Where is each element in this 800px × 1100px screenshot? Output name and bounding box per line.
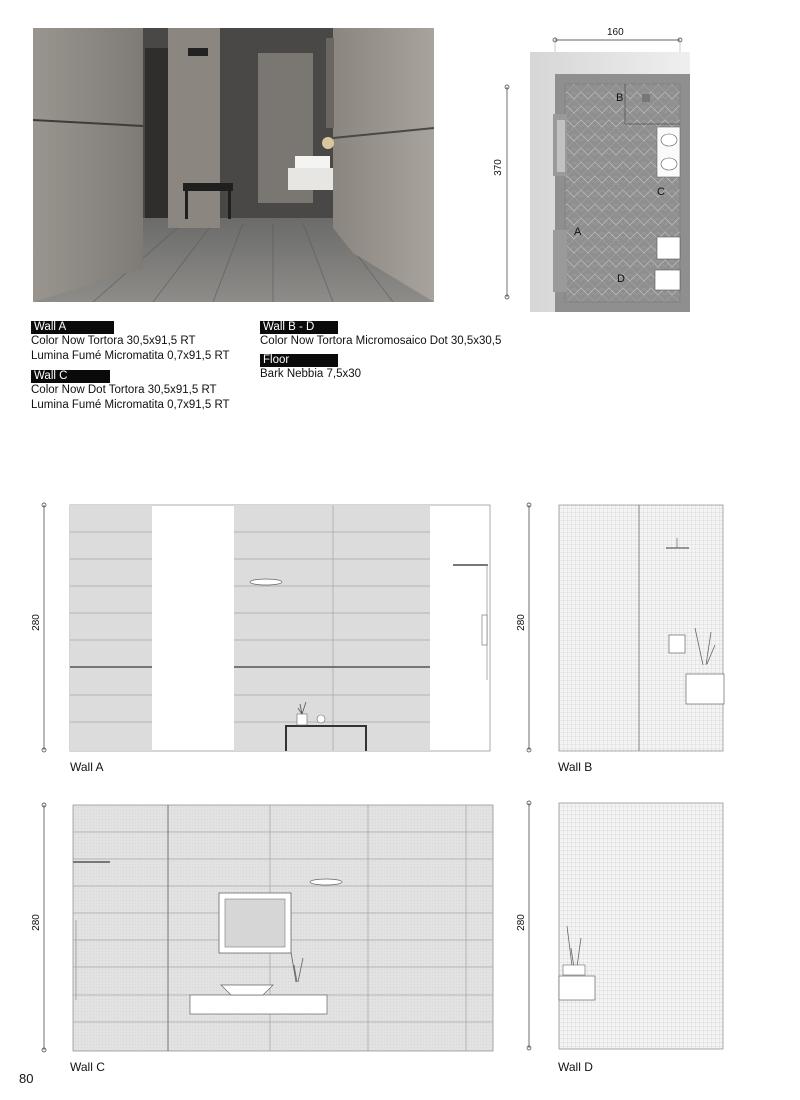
- page-number: 80: [19, 1071, 34, 1086]
- plan-height-dim: 370: [492, 159, 504, 176]
- materials-wall-bd: [260, 321, 520, 349]
- wall-d-height-dim: 280: [515, 914, 527, 931]
- plan-letter-c: C: [657, 186, 665, 198]
- material-label: Wall C: [31, 370, 110, 383]
- material-line: Lumina Fumé Micromatita 0,7x91,5 RT: [31, 399, 230, 411]
- wall-a-label: Wall A: [70, 760, 104, 774]
- plan-letter-d: D: [617, 273, 625, 285]
- elevation-wall-c: [38, 800, 498, 1060]
- floor-plan: [497, 22, 697, 322]
- material-label: Wall A: [31, 321, 114, 334]
- bathroom-photo: [33, 28, 434, 302]
- wall-b-height-dim: 280: [515, 614, 527, 631]
- materials-wall-a: [31, 321, 271, 364]
- material-line: Color Now Tortora 30,5x91,5 RT: [31, 335, 196, 347]
- plan-width-dim: 160: [607, 27, 624, 38]
- plan-letter-a: A: [574, 226, 582, 238]
- elevation-wall-a: [38, 500, 498, 760]
- wall-b-label: Wall B: [558, 760, 593, 774]
- plan-letter-b: B: [616, 92, 624, 104]
- wall-c-height-dim: 280: [30, 914, 42, 931]
- material-line: Lumina Fumé Micromatita 0,7x91,5 RT: [31, 350, 230, 362]
- wall-c-label: Wall C: [70, 1060, 105, 1074]
- material-line: Color Now Tortora Micromosaico Dot 30,5x30,5: [260, 335, 502, 347]
- elevation-wall-b: [523, 500, 728, 760]
- elevation-wall-d: [523, 798, 728, 1058]
- materials-wall-c: [31, 370, 271, 413]
- material-label: Floor: [260, 354, 338, 367]
- material-label: Wall B - D: [260, 321, 338, 334]
- material-line: Color Now Dot Tortora 30,5x91,5 RT: [31, 384, 217, 396]
- wall-a-height-dim: 280: [30, 614, 42, 631]
- material-line: Bark Nebbia 7,5x30: [260, 368, 362, 380]
- wall-d-label: Wall D: [558, 1060, 593, 1074]
- materials-floor: [260, 354, 500, 382]
